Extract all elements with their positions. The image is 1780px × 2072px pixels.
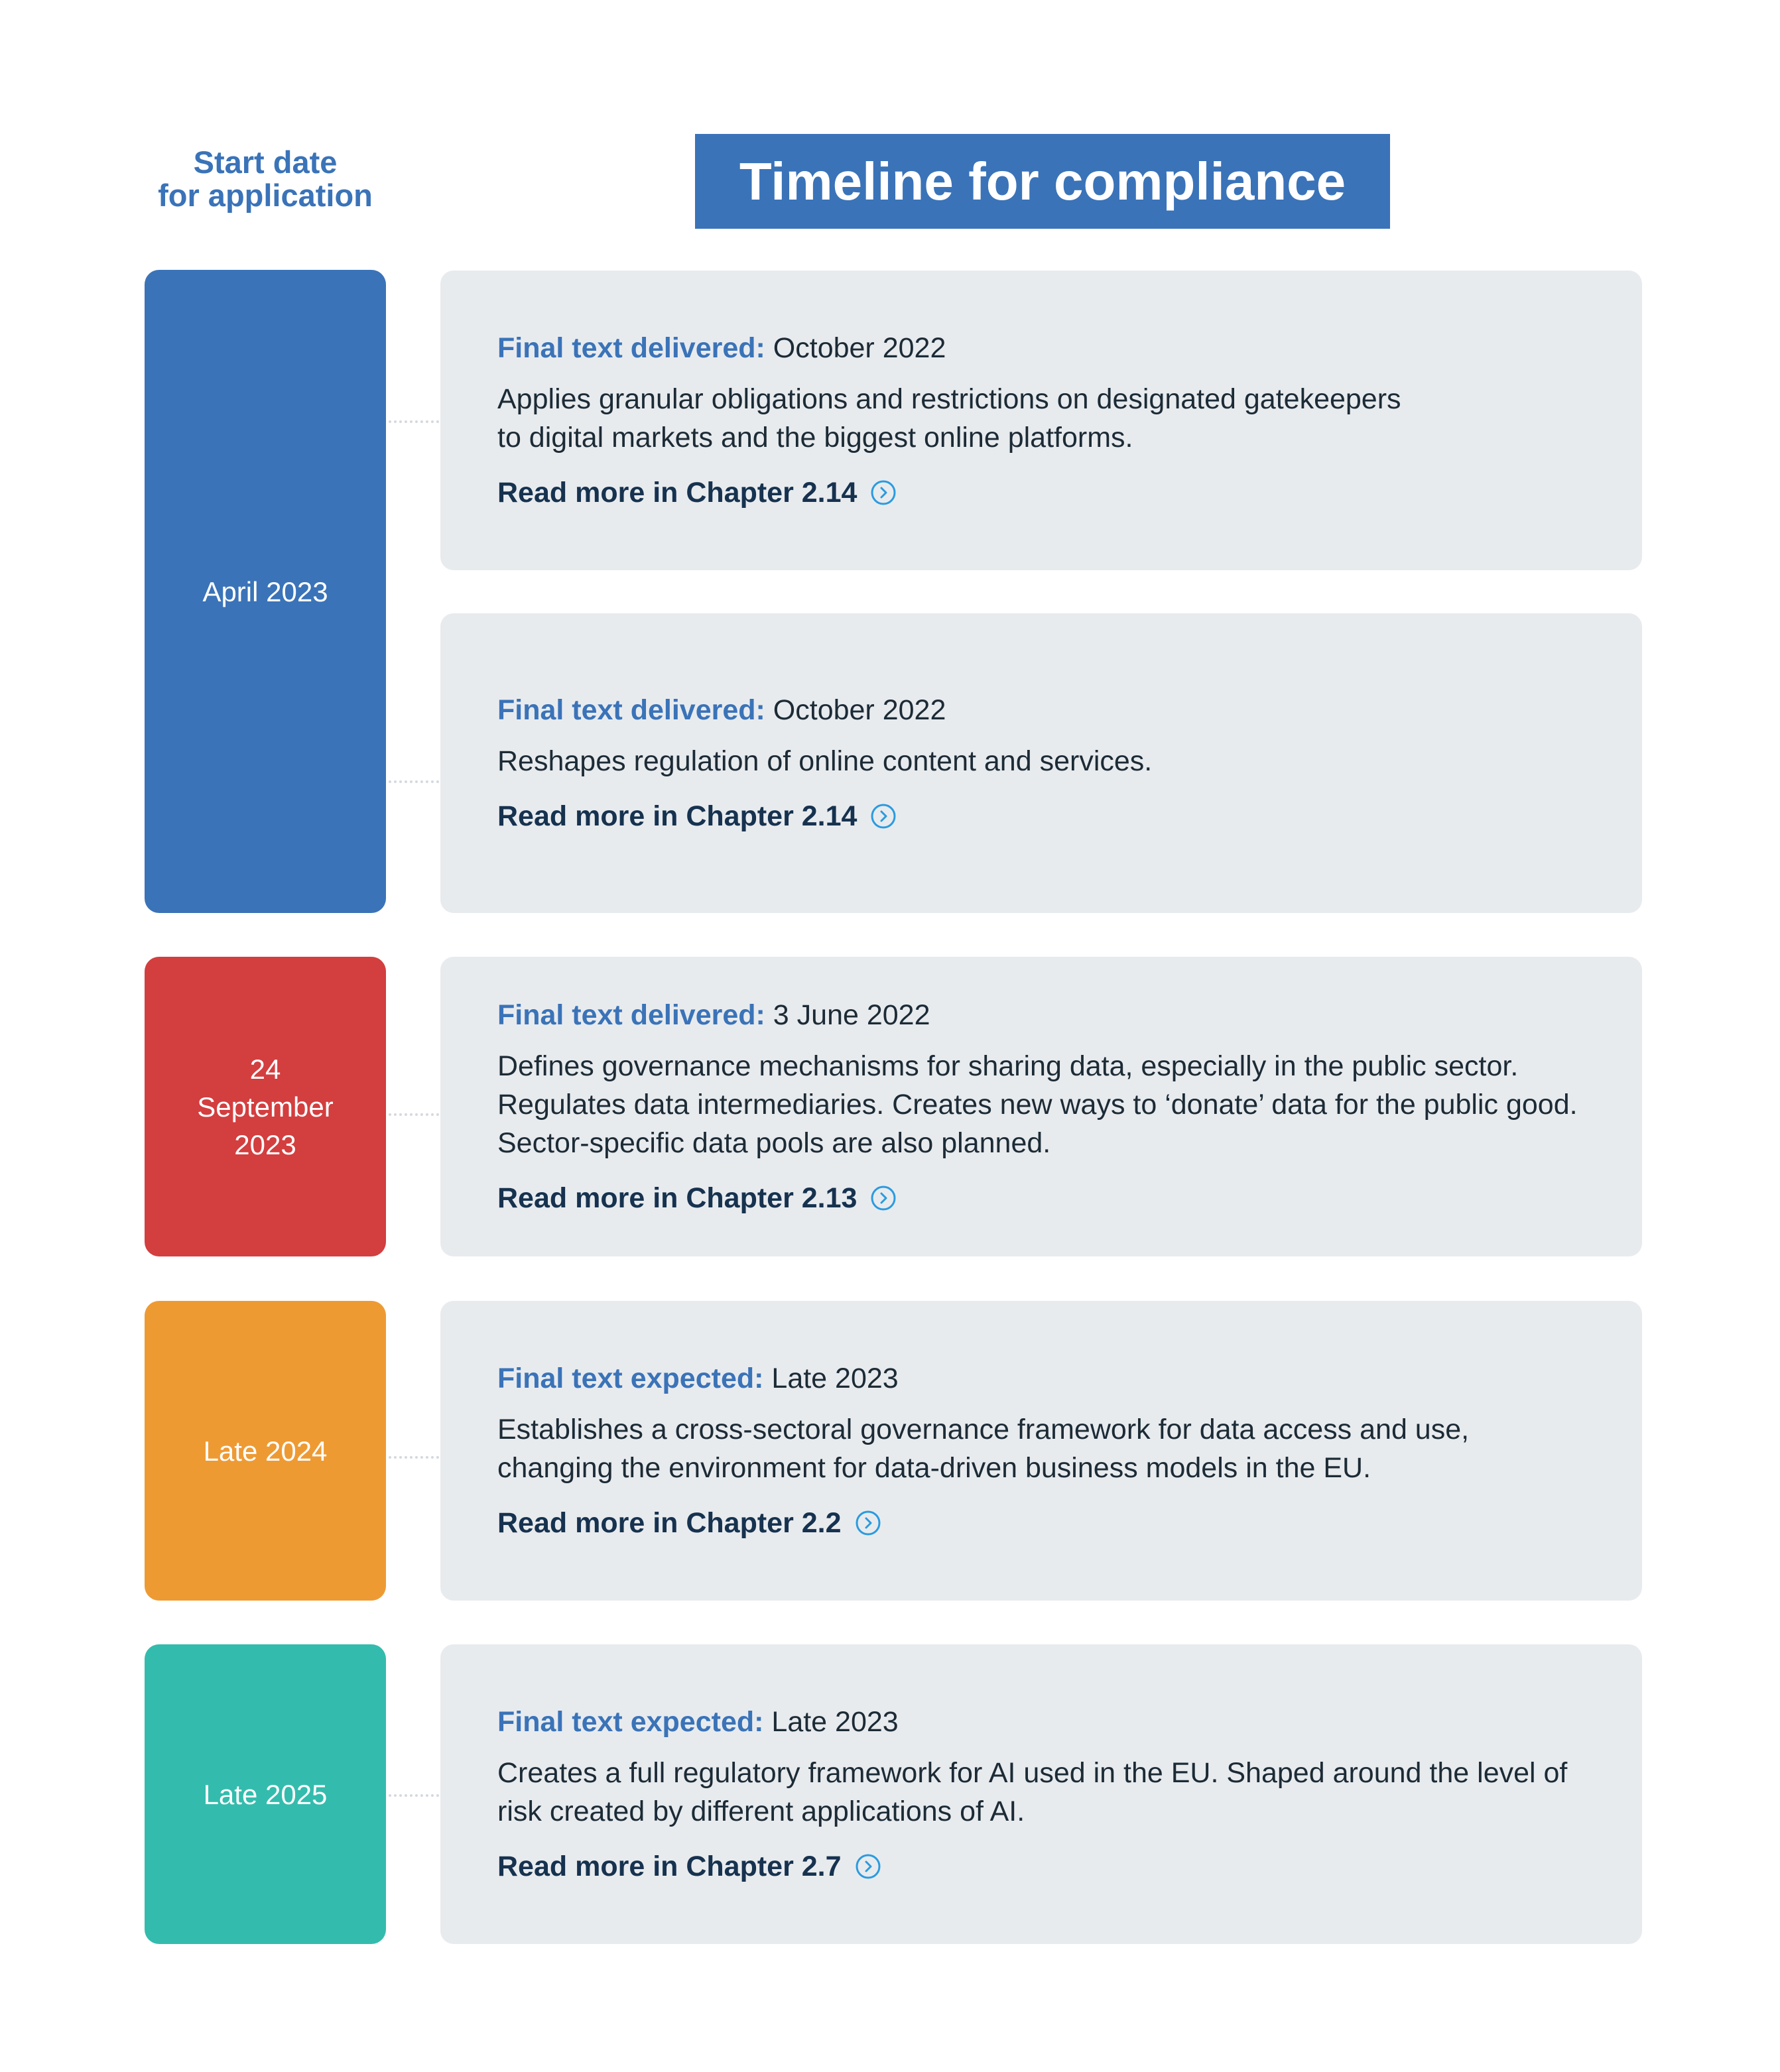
connector-line xyxy=(389,1456,439,1459)
status-value: 3 June 2022 xyxy=(773,999,930,1031)
date-line: April 2023 xyxy=(202,576,328,607)
date-block-late-2024 xyxy=(145,1301,386,1601)
status-label: Final text delivered: xyxy=(497,694,765,726)
status-line xyxy=(497,692,1642,729)
status-label: Final text delivered: xyxy=(497,332,765,364)
page-title: Timeline for compliance xyxy=(695,134,1390,229)
regulation-card xyxy=(440,1301,1642,1601)
connector-line xyxy=(389,1113,439,1116)
chevron-right-circle-icon xyxy=(870,1185,897,1211)
date-line: 2023 xyxy=(234,1128,296,1160)
card-description xyxy=(497,380,1642,457)
card-description xyxy=(497,1047,1642,1162)
start-date-header xyxy=(145,146,386,212)
status-line xyxy=(497,1703,1642,1740)
read-more-link[interactable] xyxy=(497,474,1642,511)
card-description xyxy=(497,1754,1642,1831)
connector-line xyxy=(389,1794,439,1797)
date-line: 24 xyxy=(249,1053,281,1085)
read-more-label: Read more in Chapter 2.14 xyxy=(497,800,858,832)
date-block-april-2023 xyxy=(145,270,386,913)
read-more-link[interactable] xyxy=(497,798,1642,835)
status-value: Late 2023 xyxy=(771,1363,899,1394)
chevron-right-circle-icon xyxy=(855,1510,881,1536)
description-line: Regulates data intermediaries. Creates new ways to ‘donate’ data for the public good. xyxy=(497,1089,1578,1121)
read-more-link[interactable] xyxy=(497,1180,1642,1217)
description-line: Defines governance mechanisms for sharing data, especially in the public sector. xyxy=(497,1050,1519,1082)
status-label: Final text delivered: xyxy=(497,999,765,1031)
chevron-right-circle-icon xyxy=(870,479,897,506)
description-line: Sector-specific data pools are also planned. xyxy=(497,1127,1051,1159)
status-value: Late 2023 xyxy=(771,1706,899,1738)
description-line: risk created by different applications of AI. xyxy=(497,1796,1025,1827)
regulation-card xyxy=(440,271,1642,570)
status-value: October 2022 xyxy=(773,332,946,364)
chevron-right-circle-icon xyxy=(855,1853,881,1880)
date-block-24-september-2023 xyxy=(145,957,386,1256)
date-line: September xyxy=(197,1091,334,1123)
read-more-label: Read more in Chapter 2.14 xyxy=(497,477,858,509)
date-block-late-2025 xyxy=(145,1644,386,1944)
status-line xyxy=(497,1360,1642,1397)
description-line: changing the environment for data-driven business models in the EU. xyxy=(497,1452,1371,1484)
status-label: Final text expected: xyxy=(497,1363,764,1394)
description-line: Establishes a cross-sectoral governance framework for data access and use, xyxy=(497,1414,1470,1445)
description-line: Reshapes regulation of online content and services. xyxy=(497,745,1153,777)
regulation-card xyxy=(440,957,1642,1256)
read-more-label: Read more in Chapter 2.7 xyxy=(497,1851,842,1882)
start-date-header-line1: Start date xyxy=(193,145,338,180)
connector-line xyxy=(389,780,439,783)
date-line: Late 2024 xyxy=(203,1435,328,1467)
start-date-header-line2: for application xyxy=(158,178,373,213)
regulation-card xyxy=(440,613,1642,913)
read-more-label: Read more in Chapter 2.2 xyxy=(497,1507,842,1539)
read-more-link[interactable] xyxy=(497,1848,1642,1885)
status-label: Final text expected: xyxy=(497,1706,764,1738)
status-line xyxy=(497,330,1642,367)
description-line: Applies granular obligations and restrictions on designated gatekeepers xyxy=(497,383,1401,415)
read-more-link[interactable] xyxy=(497,1504,1642,1542)
chevron-right-circle-icon xyxy=(870,803,897,829)
description-line: to digital markets and the biggest online platforms. xyxy=(497,422,1133,454)
status-value: October 2022 xyxy=(773,694,946,726)
card-description xyxy=(497,1410,1642,1487)
read-more-label: Read more in Chapter 2.13 xyxy=(497,1182,858,1214)
connector-line xyxy=(389,420,439,423)
status-line xyxy=(497,997,1642,1034)
description-line: Creates a full regulatory framework for AI used in the EU. Shaped around the level of xyxy=(497,1757,1568,1789)
card-description xyxy=(497,742,1642,780)
date-line: Late 2025 xyxy=(203,1778,328,1810)
regulation-card xyxy=(440,1644,1642,1944)
